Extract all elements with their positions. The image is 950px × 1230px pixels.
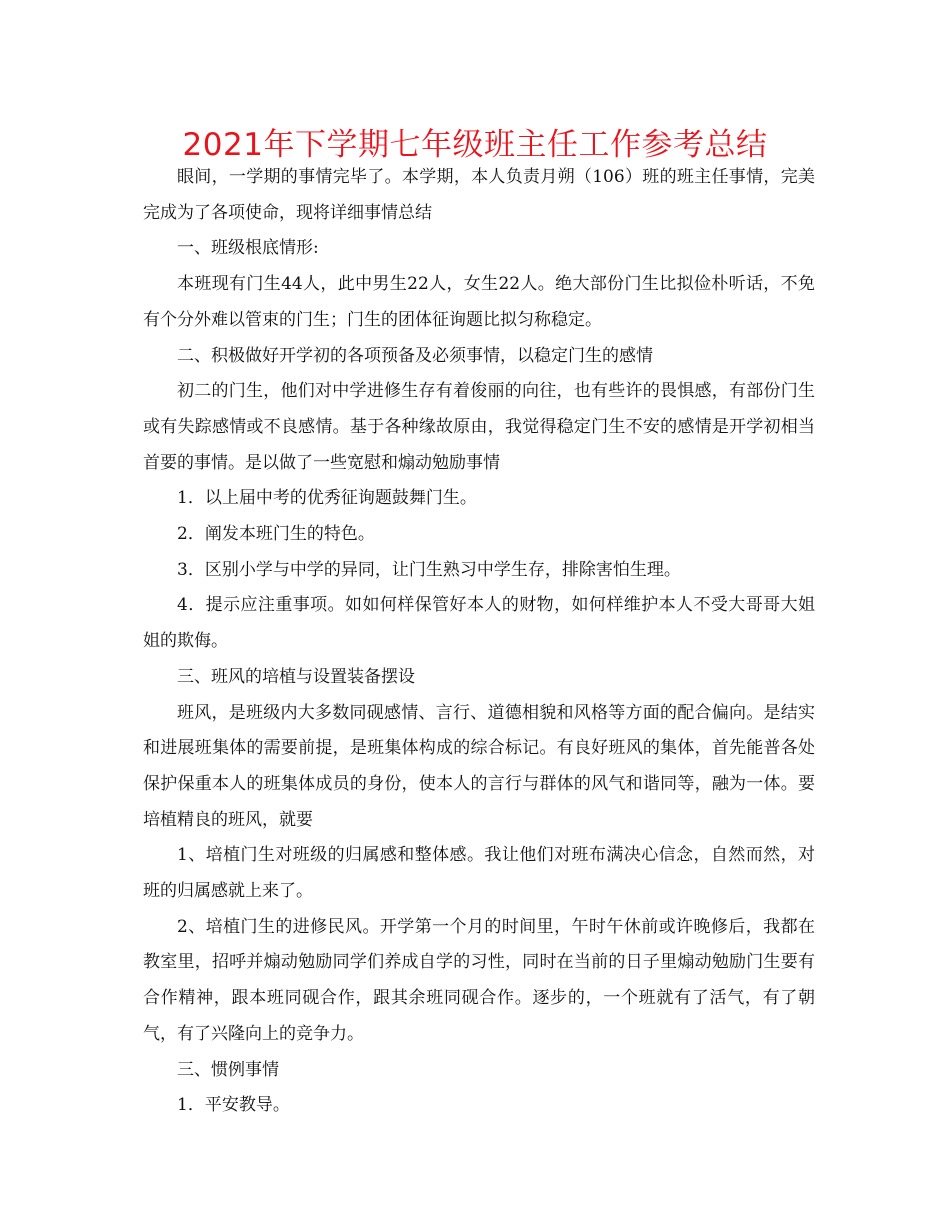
paragraph: 本班现有门生44人，此中男生22人，女生22人。绝大部份门生比拟俭朴听话，不免有个分外难以管束的门生；门生的团体征询题比拟匀称稳定。	[143, 274, 815, 330]
list-item: 1．以上届中考的优秀征询题鼓舞门生。	[177, 488, 477, 509]
list-item: 4．提示应注重事项。如如何样保管好本人的财物，如何样维护本人不受大哥哥大姐姐的欺侮。	[143, 595, 815, 652]
section-heading: 一、班级根底情形:	[177, 238, 319, 259]
section-heading: 三、惯例事情	[177, 1059, 279, 1080]
list-item: 3．区别小学与中学的异同，让门生熟习中学生存，排除害怕生理。	[177, 559, 681, 580]
list-item: 1．平安教导。	[177, 1095, 290, 1116]
paragraph: 初二的门生，他们对中学进修生存有着俊丽的向往，也有些许的畏惧感，有部份门生或有失踪感情或不良感情。基于各种缘故原由，我觉得稳定门生不安的感情是开学初相当首要的事情。是以做了一些宽慰和煽动勉励事情	[143, 381, 815, 473]
list-item: 2、培植门生的进修民风。开学第一个月的时间里，午时午休前或许晚修后，我都在教室里，招呼并煽动勉励同学们养成自学的习性，同时在当前的日子里煽动勉励门生要有合作精神，跟本班同砚合作，跟其余班同砚合作。逐步的，一个班就有了活气，有了朝气，有了兴隆向上的竞争力。	[143, 916, 815, 1044]
list-item: 1、培植门生对班级的归属感和整体感。我让他们对班布满决心信念，自然而然，对班的归属感就上来了。	[143, 845, 815, 902]
section-heading: 三、班风的培植与设置装备摆设	[177, 666, 415, 687]
document-title: 2021年下学期七年级班主任工作参考总结	[182, 127, 768, 163]
list-item: 2．阐发本班门生的特色。	[177, 524, 375, 545]
document-body	[143, 160, 815, 1124]
section-heading: 二、积极做好开学初的各项预备及必须事情，以稳定门生的感情	[177, 345, 653, 366]
paragraph: 班风，是班级内大多数同砚感情、言行、道德相貌和风格等方面的配合偏向。是结实和进展班集体的需要前提，是班集体构成的综合标记。有良好班风的集体，首先能普各处保护保重本人的班集体成员的身份，使本人的言行与群体的风气和谐同等，融为一体。要培植精良的班风，就要	[143, 702, 815, 830]
paragraph: 眼间，一学期的事情完毕了。本学期，本人负责月朔（106）班的班主任事情，完美完成为了各项使命，现将详细事情总结	[143, 167, 815, 223]
